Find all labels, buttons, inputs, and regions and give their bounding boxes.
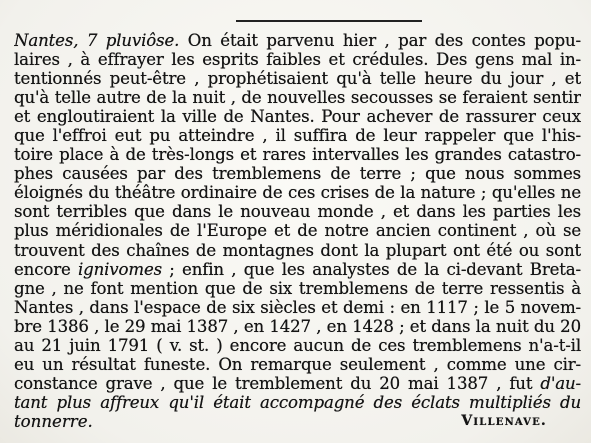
article-line: éloignés du théâtre ordinaire de ces crises de la nature ; qu'elles ne bbox=[14, 183, 581, 203]
separator-rule bbox=[236, 20, 422, 22]
article-line: que l'effroi eut pu atteindre , il suffira de leur rappeler que l'his- bbox=[14, 126, 581, 146]
article-body bbox=[14, 31, 581, 431]
article-line: encore ignivomes ; enfin , que les analystes de la ci-devant Breta- bbox=[14, 259, 581, 279]
article-line: tentionnés peut-être , prophétisaient qu'à telle heure du jour , et bbox=[14, 69, 581, 89]
article-line: trouvent des chaînes de montagnes dont la plupart ont été ou sont bbox=[14, 240, 581, 260]
article-line: constance grave , que le tremblement du 20 mai 1387 , fut d'au- bbox=[14, 373, 581, 393]
article-line: qu'à telle autre de la nuit , de nouvelles secousses se feraient sentir bbox=[14, 88, 581, 108]
closing-line bbox=[14, 412, 581, 431]
article-line: au 21 juin 1791 ( v. st. ) encore aucun de ces tremblemens n'a-t-il bbox=[14, 335, 581, 355]
article-line: toire place à de très-longs et rares intervalles les grandes catastro- bbox=[14, 145, 581, 165]
article-line: et engloutiraient la ville de Nantes. Pour achever de rassurer ceux bbox=[14, 107, 581, 127]
article-line: phes causées par des tremblemens de terre ; que nous sommes bbox=[14, 164, 581, 184]
article-line: plus méridionales de l'Europe et de notre ancien continent , où se bbox=[14, 221, 581, 241]
dateline: Nantes, 7 pluviôse. bbox=[14, 31, 180, 50]
italic-phrase: d'au- bbox=[540, 373, 581, 393]
article-line: laires , à effrayer les esprits faibles et crédules. Des gens mal in- bbox=[14, 50, 581, 70]
article-line: Nantes , dans l'espace de six siècles et demi : en 1117 ; le 5 novem- bbox=[14, 297, 581, 317]
article-line: gne , ne font mention que de six tremblemens de terre ressentis à bbox=[14, 278, 581, 298]
author-signature: Villenave. bbox=[461, 412, 547, 429]
article-line: bre 1386 , le 29 mai 1387 , en 1427 , en 1428 ; et dans la nuit du 20 bbox=[14, 316, 581, 336]
article-line: tant plus affreux qu'il était accompagné des éclats multipliés du bbox=[14, 392, 581, 412]
italic-term: ignivomes bbox=[77, 259, 162, 279]
article-line: sont terribles que dans le nouveau monde , et dans les parties les bbox=[14, 202, 581, 222]
article-line: Nantes, 7 pluviôse. On était parvenu hier , par des contes popu- bbox=[14, 31, 581, 50]
closing-word: tonnerre. bbox=[14, 411, 93, 431]
article-line: eu un résultat funeste. On remarque seulement , comme une cir- bbox=[14, 354, 581, 374]
